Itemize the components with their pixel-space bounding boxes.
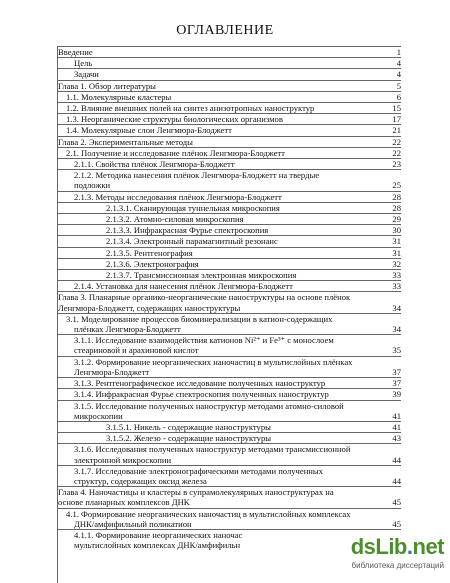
watermark-subtitle: библиотека диссертаций — [351, 561, 444, 570]
toc-entry — [58, 367, 401, 377]
toc-entry — [58, 400, 401, 411]
toc-entry-text: 2.1.3.5. Рентгенография — [106, 247, 193, 258]
toc-entry — [58, 202, 401, 213]
toc-entry — [58, 313, 401, 324]
toc-entry-text: Ленгмюра-Блоджетт, содержащих наноструктуры — [58, 302, 241, 313]
toc-entry-page: 23 — [392, 159, 401, 170]
toc-entry-text: 2.1.3.1. Сканирующая туннельная микроскопия — [106, 202, 280, 213]
toc-entry — [58, 136, 401, 147]
toc-entry-text: Глава 1. Обзор литературы — [58, 80, 156, 91]
toc-entry-text: Глава 4. Наночастицы и кластеры в супрамолекулярных наноструктурах на — [58, 487, 334, 498]
toc-entry — [58, 324, 401, 334]
toc-entry — [58, 158, 401, 169]
toc-entry — [58, 147, 401, 158]
toc-entry — [58, 303, 401, 313]
toc-entry-page: 22 — [392, 147, 401, 158]
toc-entry — [58, 80, 401, 91]
toc-entry — [58, 377, 401, 388]
page-title: ОГЛАВЛЕНИЕ — [176, 23, 274, 38]
toc-entry — [58, 291, 401, 302]
toc-entry-text: стеариновой и арахиновой кислот — [74, 345, 199, 356]
toc-entry-page: 33 — [392, 270, 401, 281]
toc-entry-text: Глава 3. Планарные органико-неорганические наноструктуры на основе плёнок — [58, 292, 351, 303]
toc-entry-text: Задачи — [74, 69, 99, 80]
toc-entry — [58, 258, 401, 269]
toc-entry — [58, 235, 401, 246]
toc-entry-page: 37 — [392, 366, 401, 377]
toc-entry-text: 2.1.1. Свойства плёнок Ленгмюра-Блоджетт — [74, 159, 235, 170]
toc-entry — [58, 345, 401, 355]
toc-entry — [58, 169, 401, 180]
toc-entry — [58, 68, 401, 79]
toc-entry-page: 21 — [392, 125, 401, 136]
toc-entry-page: 44 — [392, 454, 401, 465]
toc-entry-text: 3.1.3. Рентгенографическое исследование полученных наноструктур — [74, 378, 326, 389]
toc-entry — [58, 497, 401, 507]
toc-entry-page: 4 — [396, 69, 401, 80]
toc-entry — [58, 191, 401, 202]
toc-entry-page: 25 — [392, 180, 401, 191]
toc-entry-text: 1.3. Неорганические структуры биологических организмов — [66, 114, 283, 125]
toc-entry-page: 15 — [392, 103, 401, 114]
toc-entry-page: 31 — [392, 236, 401, 247]
toc-entry — [58, 486, 401, 497]
toc-entry-page: 1 — [396, 47, 401, 57]
toc-entry-page: 30 — [392, 225, 401, 236]
toc-entry-text: 1.1. Молекулярные кластеры — [66, 91, 172, 102]
toc-entry-text: 3.1.5.2. Железо - содержащие наноструктуры — [106, 433, 272, 444]
toc-entry-text: 3.1.5. Исследование полученных наноструктур методами атомно-силовой — [74, 400, 344, 411]
toc-entry — [58, 269, 401, 280]
toc-entry-text: микроскопии — [74, 410, 123, 421]
toc-entry-text: Цель — [74, 58, 93, 69]
toc-entry — [58, 476, 401, 486]
watermark-logo-dot: . — [406, 534, 413, 559]
toc-entry — [58, 432, 401, 443]
toc-entry-text: Глава 2. Экспериментальные методы — [58, 136, 193, 147]
toc-entry-text: 3.1.2. Формирование неорганических наночастиц в мультислойных плёнках — [74, 356, 353, 367]
toc-entry — [58, 124, 401, 135]
toc-entry — [58, 102, 401, 113]
toc-entry-page: 35 — [392, 345, 401, 356]
toc-entry-page: 29 — [392, 214, 401, 225]
toc-entry-page: 34 — [392, 324, 401, 335]
watermark-logo-tld: net — [412, 534, 444, 559]
toc-entry-text: 2.1.4. Установка для нанесения плёнок Ленгмюра-Блоджетт — [74, 281, 293, 292]
toc-entry-text: 1.2. Влияние внешних полей на синтез анизотропных наноструктур — [66, 103, 315, 114]
toc-entry-page: 41 — [392, 410, 401, 421]
toc-entry — [58, 57, 401, 68]
toc-entry-page: 34 — [392, 302, 401, 313]
toc-entry-page: 43 — [392, 433, 401, 444]
toc-entry-text: 2.1.2. Методика нанесения плёнок Ленгмюра-Блоджетт на твердые — [74, 170, 320, 181]
toc-entry-text: 4.1.1. Формирование неорганических наночас — [74, 529, 243, 540]
toc-entry-page: 37 — [392, 378, 401, 389]
toc-entry-text: плёнках Ленгмюра-Блоджетт — [74, 324, 181, 335]
toc-entry-page: 4 — [396, 58, 401, 69]
toc-entry-page: 31 — [392, 247, 401, 258]
toc-entry-page: 33 — [392, 281, 401, 292]
toc-entry-text: ДНК/амфифильный поликатион — [74, 518, 192, 529]
watermark-logo — [326, 534, 444, 560]
toc-entry-text: 3.1.4. Инфракрасная Фурье спектроскопия полученных наноструктур — [74, 389, 329, 400]
toc-entry-text: 2.1.3.7. Трансмиссионная электронная микроскопия — [106, 270, 297, 281]
toc-entry — [58, 91, 401, 102]
toc-entry-text: 1.4. Молекулярные слои Ленгмюра-Блоджетт — [66, 125, 232, 136]
toc-entry-text: электронной микроскопии — [74, 454, 172, 465]
toc-entry — [58, 465, 401, 476]
toc-entry — [58, 508, 401, 519]
toc-entry-page: 28 — [392, 202, 401, 213]
toc-entry — [58, 213, 401, 224]
watermark-logo-main: dsLib — [350, 534, 407, 559]
toc-entry — [58, 180, 401, 190]
toc-entry-text: основе планарных комплексов ДНК — [58, 497, 190, 508]
toc-entry-text: 3.1.7. Исследование электронографическими методами полученных — [74, 465, 323, 476]
toc-entry — [58, 519, 401, 529]
toc-entry-text: структур, содержащих оксид железа — [74, 475, 207, 486]
toc-entry — [58, 113, 401, 124]
toc-entry-text: мультислойных комплексах ДНК/амфифильн — [74, 540, 241, 551]
toc-entry-page: 45 — [392, 518, 401, 529]
toc-entry — [58, 356, 401, 367]
toc-entry-text: 2.1.3.6. Электронография — [106, 258, 199, 269]
toc-entry-text: Ленгмюра-Блоджетт — [74, 366, 150, 377]
toc-entry-text: Введение — [58, 47, 93, 57]
table-of-contents — [57, 46, 401, 583]
toc-entry — [58, 47, 401, 57]
toc-entry-page: 22 — [392, 136, 401, 147]
toc-entry — [58, 443, 401, 454]
toc-entry-page: 41 — [392, 421, 401, 432]
toc-entry-text: 3.1.6. Исследования полученных наноструктур методами трансмиссионной — [74, 444, 351, 455]
toc-entry-page: 17 — [392, 114, 401, 125]
toc-entry — [58, 421, 401, 432]
toc-entry-text: 3.1.5.1. Никель - содержащие наноструктуры — [106, 421, 271, 432]
toc-entry-page: 45 — [392, 497, 401, 508]
toc-entry — [58, 280, 401, 291]
toc-entry-page: 39 — [392, 389, 401, 400]
toc-entry — [58, 411, 401, 421]
toc-entry — [58, 455, 401, 465]
toc-entry — [58, 334, 401, 345]
toc-entry-text: 2.1.3. Методы исследования плёнок Ленгмюра-Блоджетт — [74, 191, 282, 202]
toc-entry-page: 32 — [392, 258, 401, 269]
toc-entry-text: 2.1.3.3. Инфракрасная Фурье спектроскопия — [106, 225, 269, 236]
toc-entry-text: 3.1. Моделирование процессов биоминерализации в катион-содержащих — [66, 313, 333, 324]
toc-entry-page: 28 — [392, 191, 401, 202]
toc-entry-text: 2.1. Получение и исследование плёнок Ленгмюра-Блоджетт — [66, 147, 285, 158]
toc-entry-page: 44 — [392, 475, 401, 486]
toc-entry-text: 2.1.3.2. Атомно-силовая микроскопия — [106, 214, 244, 225]
toc-entry — [58, 247, 401, 258]
toc-entry — [58, 224, 401, 235]
toc-entry-text: 4.1. Формирование неорганических наночастиц в мультислойных комплексах — [66, 508, 351, 519]
watermark — [326, 534, 444, 574]
toc-entry-page: 5 — [396, 80, 401, 91]
toc-entry-text: 3.1.1. Исследование взаимодействия катионов Ni²⁺ и Fe³⁺ с монослоем — [74, 335, 334, 346]
toc-entry — [58, 388, 401, 399]
toc-entry-page: 6 — [396, 91, 401, 102]
toc-entry-text: 2.1.3.4. Электронный парамагнитный резонанс — [106, 236, 278, 247]
toc-entry-text: подложки — [74, 180, 111, 191]
